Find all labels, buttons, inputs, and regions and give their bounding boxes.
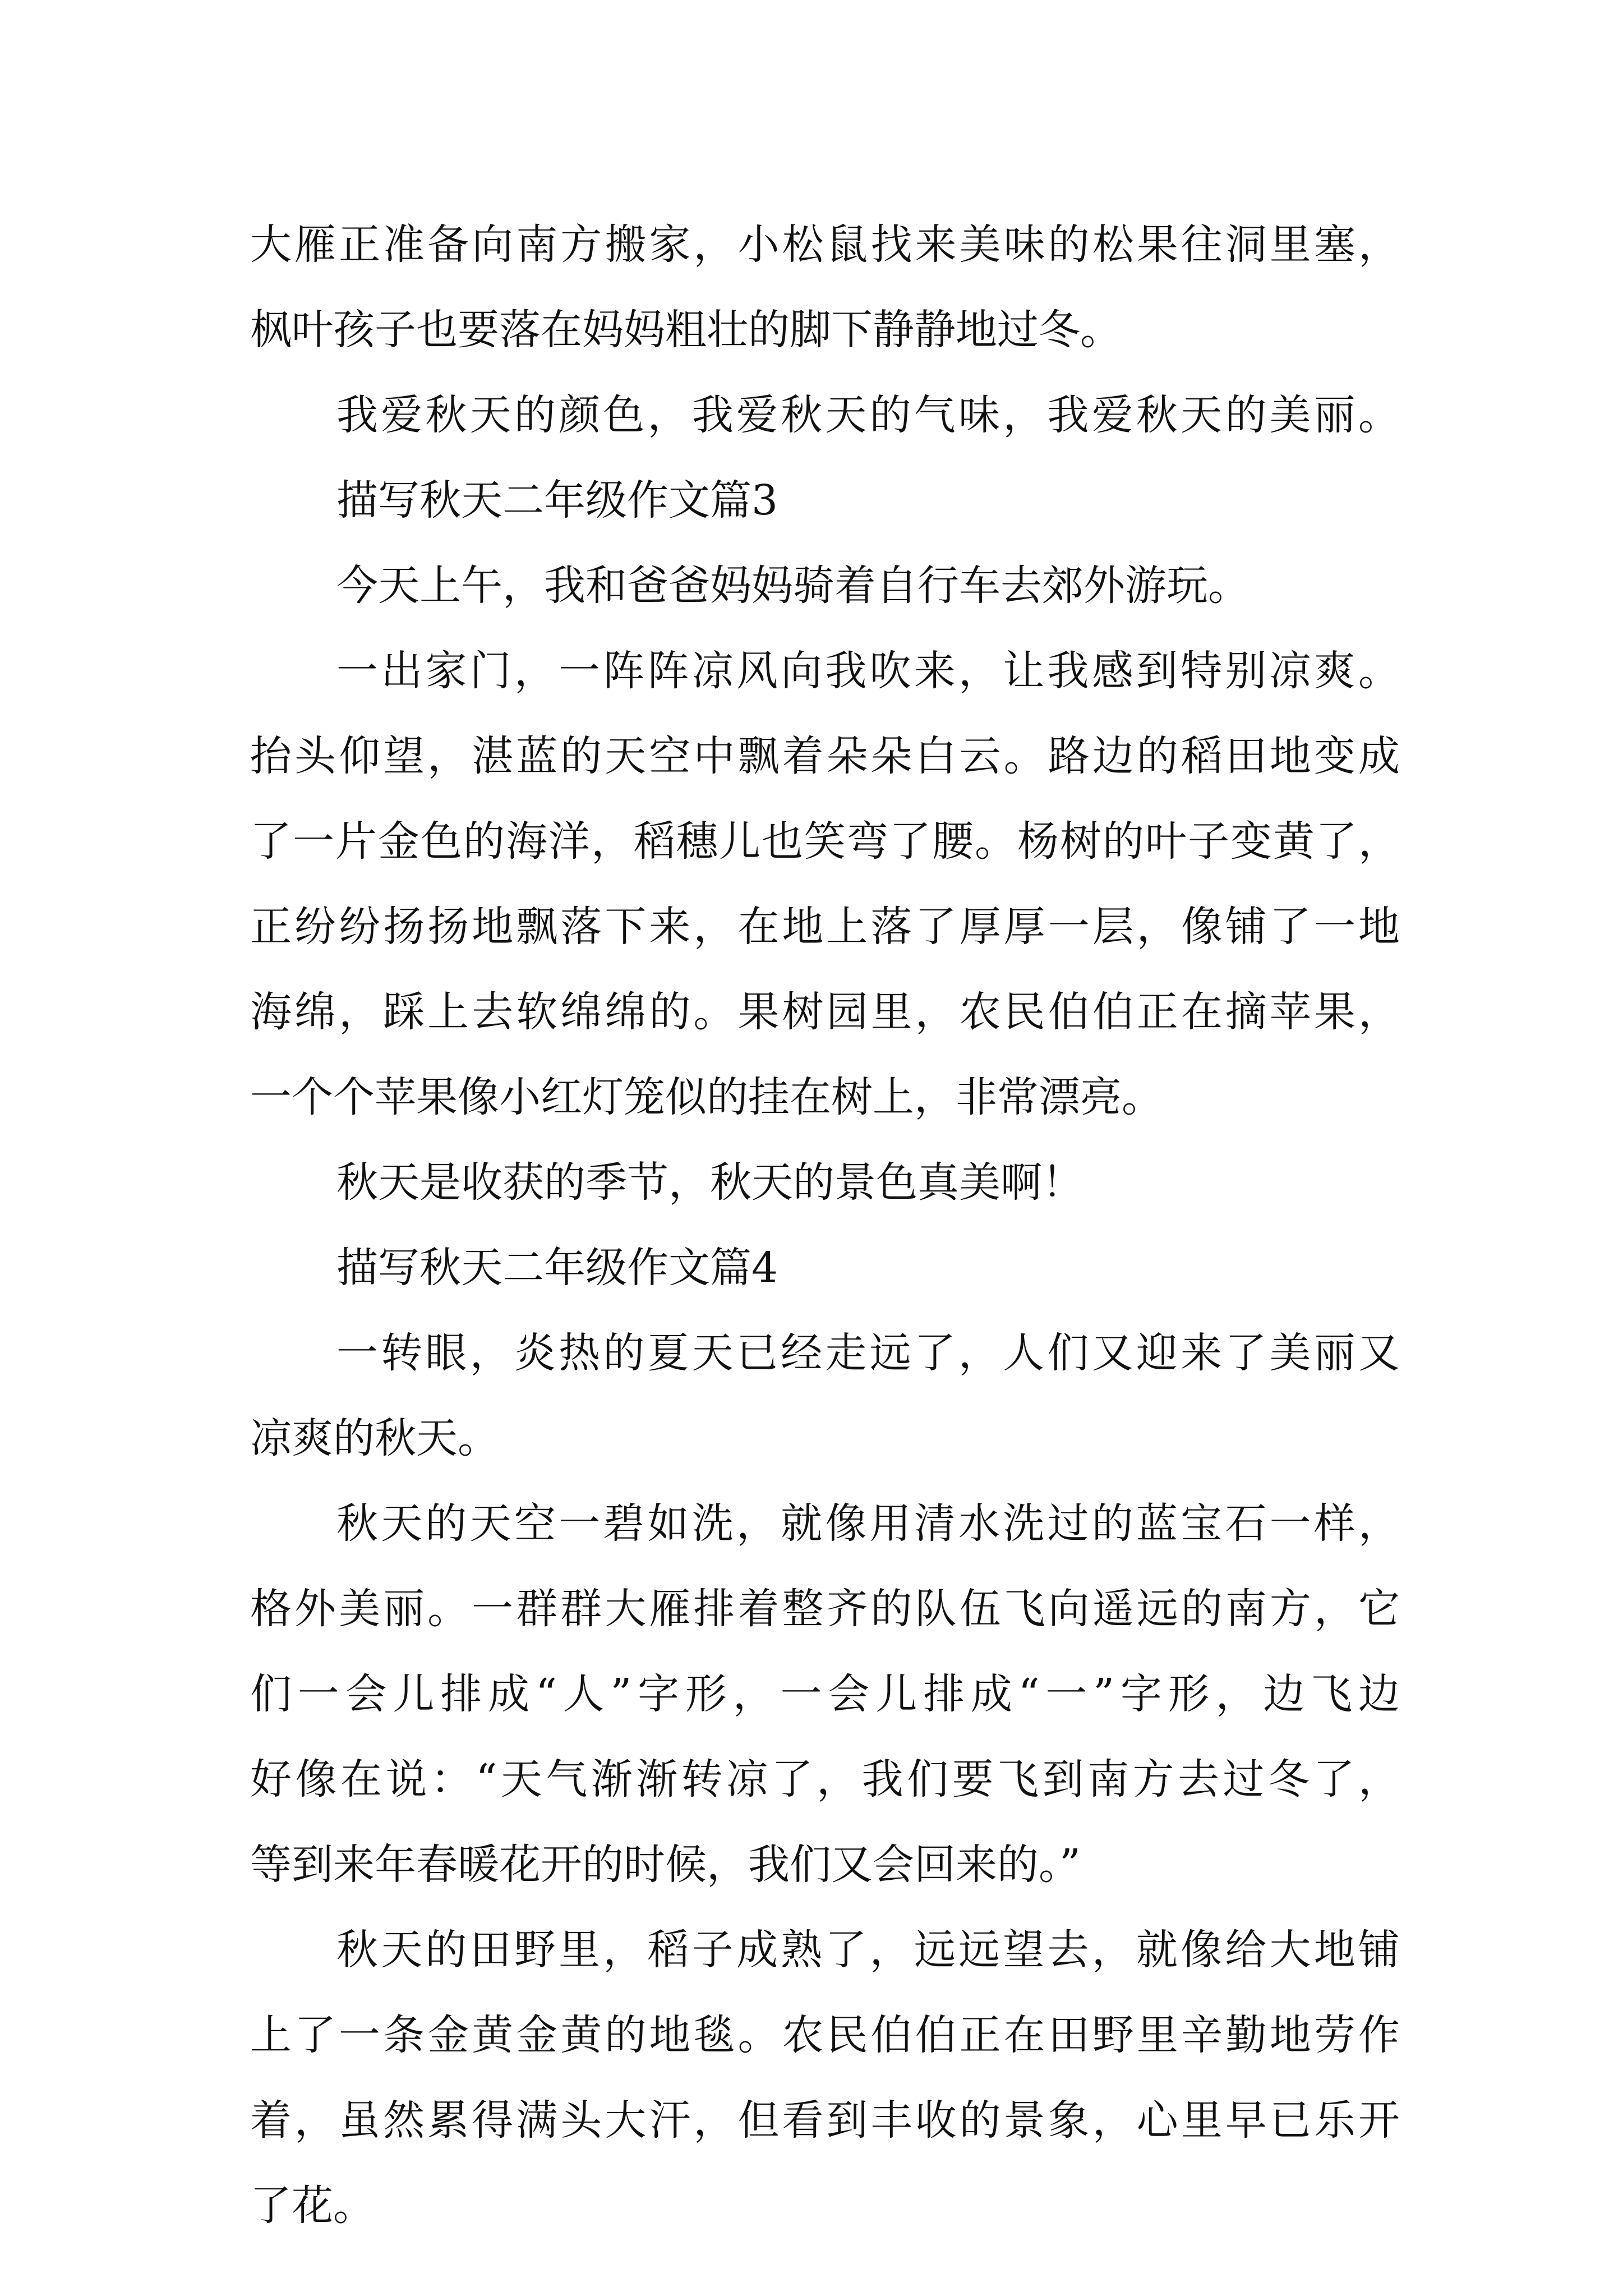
text-line: 凉爽的秋天。 xyxy=(250,1414,499,1462)
text-line: 等到来年春暖花开的时候，我们又会回来的。” xyxy=(250,1841,1081,1889)
text-line: 海绵，踩上去软绵绵的。果树园里，农民伯伯正在摘苹果， xyxy=(250,988,1400,1036)
paragraph-line: 我爱秋天的颜色，我爱秋天的气味，我爱秋天的美丽。 xyxy=(336,391,1400,439)
text-line: 了花。 xyxy=(250,2182,375,2230)
paragraph-line: 今天上午，我和爸爸妈妈骑着自行车去郊外游玩。 xyxy=(336,562,1249,610)
essay-text xyxy=(250,202,1400,2248)
text-line: 了一片金色的海洋，稻穗儿也笑弯了腰。杨树的叶子变黄了， xyxy=(250,817,1400,866)
text-line: 枫叶孩子也要落在妈妈粗壮的脚下静静地过冬。 xyxy=(250,306,1122,354)
text-line: 们一会儿排成“人”字形，一会儿排成“一”字形，边飞边 xyxy=(250,1670,1400,1718)
section-heading: 描写秋天二年级作文篇3 xyxy=(336,476,778,524)
text-line: 大雁正准备向南方搬家，小松鼠找来美味的松果往洞里塞， xyxy=(250,220,1400,269)
paragraph-line: 一转眼，炎热的夏天已经走远了，人们又迎来了美丽又 xyxy=(336,1329,1400,1377)
section-heading: 描写秋天二年级作文篇4 xyxy=(336,1244,778,1292)
paragraph-line: 秋天的天空一碧如洗，就像用清水洗过的蓝宝石一样， xyxy=(336,1499,1400,1548)
paragraph-line: 秋天是收获的季节，秋天的景色真美啊！ xyxy=(336,1158,1083,1207)
text-line: 上了一条金黄金黄的地毯。农民伯伯正在田野里辛勤地劳作 xyxy=(250,2011,1400,2059)
text-line: 正纷纷扬扬地飘落下来，在地上落了厚厚一层，像铺了一地 xyxy=(250,903,1400,951)
text-line: 抬头仰望，湛蓝的天空中飘着朵朵白云。路边的稻田地变成 xyxy=(250,732,1400,780)
text-line: 好像在说：“天气渐渐转凉了，我们要飞到南方去过冬了， xyxy=(250,1755,1400,1803)
paragraph-line: 秋天的田野里，稻子成熟了，远远望去，就像给大地铺 xyxy=(336,1926,1400,1974)
text-line: 格外美丽。一群群大雁排着整齐的队伍飞向遥远的南方，它 xyxy=(250,1585,1400,1633)
text-line: 一个个苹果像小红灯笼似的挂在树上，非常漂亮。 xyxy=(250,1073,1163,1121)
paragraph-line: 一出家门，一阵阵凉风向我吹来，让我感到特别凉爽。 xyxy=(336,647,1400,695)
text-line: 着，虽然累得满头大汗，但看到丰收的景象，心里早已乐开 xyxy=(250,2096,1400,2145)
